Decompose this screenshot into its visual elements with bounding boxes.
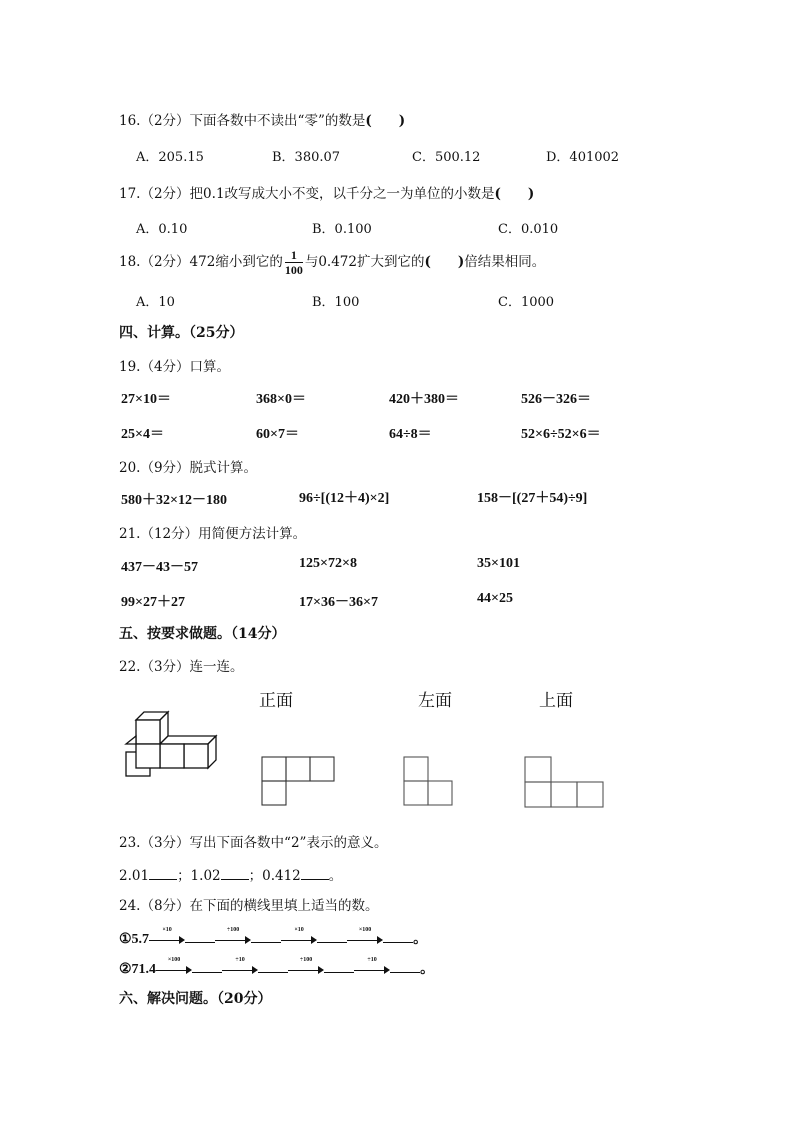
q17-option-c: C．0.010: [498, 222, 559, 237]
answer-blank[interactable]: [185, 931, 215, 943]
top-view-figure: [524, 756, 606, 810]
stepwise-calc: 158－[(27＋54)÷9]: [477, 491, 588, 506]
arrow-icon: ÷10: [354, 964, 390, 976]
stepwise-calc: 96÷[(12＋4)×2]: [299, 491, 390, 506]
q17-option-a: A．0.10: [136, 222, 188, 237]
simplified-calc: 99×27＋27: [121, 595, 185, 610]
simplified-calc: 125×72×8: [299, 556, 357, 571]
front-view-label: 正面: [259, 691, 293, 711]
q16-option-c: C．500.12: [412, 150, 481, 165]
mental-calc: 526－326＝: [521, 392, 591, 407]
arrow-icon: ×100: [347, 934, 383, 946]
answer-blank[interactable]: [301, 868, 329, 880]
q18-option-b: B．100: [312, 295, 360, 310]
question-20: 20.（9分）脱式计算。: [119, 460, 258, 476]
answer-paren: ( ): [424, 254, 465, 270]
answer-blank[interactable]: [192, 961, 222, 973]
simplified-calc: 437－43－57: [121, 560, 198, 575]
answer-blank[interactable]: [251, 931, 281, 943]
cube-stack-figure: [120, 708, 220, 780]
mental-calc: 25×4＝: [121, 427, 164, 442]
fraction: $\frac{1}{100}$: [284, 248, 303, 277]
question-17: 17.（2分）把0.1改写成大小不变，以千分之一为单位的小数是( ): [119, 186, 535, 202]
arrow-icon: ÷100: [215, 934, 251, 946]
mental-calc: 64÷8＝: [389, 427, 432, 442]
arrow-icon: ×10: [149, 934, 185, 946]
section-5-heading: 五、按要求做题。（14分）: [119, 626, 286, 642]
question-19: 19.（4分）口算。: [119, 359, 231, 375]
q16-option-a: A．205.15: [136, 150, 204, 165]
question-24: 24.（8分）在下面的横线里填上适当的数。: [119, 898, 379, 914]
arrow-icon: ÷100: [288, 964, 324, 976]
q24-chain-2: ②71.4 ×100 ÷10 ÷100 ÷10 。: [119, 956, 435, 977]
mental-calc: 60×7＝: [256, 427, 299, 442]
answer-blank[interactable]: [317, 931, 347, 943]
section-6-heading: 六、解决问题。（20分）: [119, 991, 272, 1007]
answer-blank[interactable]: [221, 868, 249, 880]
simplified-calc: 17×36－36×7: [299, 595, 378, 610]
answer-blank[interactable]: [149, 868, 177, 880]
section-4-heading: 四、计算。（25分）: [119, 325, 244, 341]
q18-option-c: C．1000: [498, 295, 555, 310]
answer-blank[interactable]: [383, 931, 413, 943]
answer-blank[interactable]: [324, 961, 354, 973]
q17-option-b: B．0.100: [312, 222, 372, 237]
q16-option-b: B．380.07: [272, 150, 341, 165]
answer-paren: ( ): [494, 186, 535, 202]
question-18: 18.（2分）472缩小到它的 $\frac{1}{100}$ 与0.472扩大到它的( )倍结果相同。: [119, 248, 546, 277]
q16-option-d: D．401002: [546, 150, 620, 165]
answer-blank[interactable]: [258, 961, 288, 973]
answer-blank[interactable]: [390, 961, 420, 973]
left-view-label: 左面: [418, 691, 452, 711]
q23-items: 2.01 ；1.02 ；0.412 。: [119, 868, 343, 884]
top-view-label: 上面: [539, 691, 573, 711]
stepwise-calc: 580＋32×12－180: [121, 493, 227, 508]
q24-chain-1: ①5.7 ×10 ÷100 ×10 ×100 。: [119, 926, 428, 947]
mental-calc: 52×6÷52×6＝: [521, 427, 601, 442]
mental-calc: 420＋380＝: [389, 392, 459, 407]
left-view-figure: [403, 756, 457, 808]
question-22: 22.（3分）连一连。: [119, 659, 244, 675]
question-16: 16.（2分）下面各数中不读出“零”的数是( ): [119, 113, 406, 129]
question-23: 23.（3分）写出下面各数中“2”表示的意义。: [119, 835, 388, 851]
simplified-calc: 35×101: [477, 556, 520, 571]
arrow-icon: ×10: [281, 934, 317, 946]
mental-calc: 27×10＝: [121, 392, 171, 407]
mental-calc: 368×0＝: [256, 392, 306, 407]
answer-paren: ( ): [365, 113, 406, 129]
arrow-icon: ×100: [156, 964, 192, 976]
q18-option-a: A．10: [136, 295, 175, 310]
question-21: 21.（12分）用简便方法计算。: [119, 526, 307, 542]
simplified-calc: 44×25: [477, 591, 513, 606]
front-view-figure: [261, 756, 337, 808]
arrow-icon: ÷10: [222, 964, 258, 976]
